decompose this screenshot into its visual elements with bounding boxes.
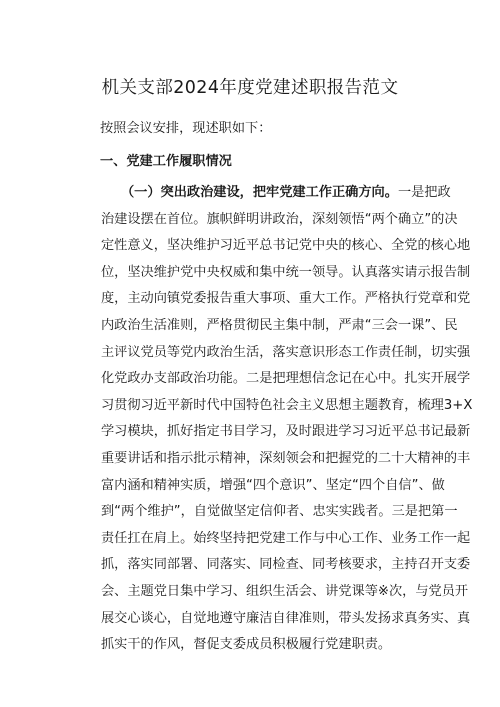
- paragraph-line: 责任扛在肩上。始终坚持把党建工作与中心工作、业务工作一起: [101, 530, 471, 546]
- section-heading: 一、党建工作履职情况: [100, 154, 232, 169]
- paragraph-line: 治建设摆在首位。旗帜鲜明讲政治，深刻领悟“两个确立”的决: [101, 211, 458, 227]
- body-paragraph: [101, 180, 473, 659]
- paragraph-line: 度，主动向镇党委报告重大事项、重大工作。严格执行党章和党: [101, 291, 471, 307]
- paragraph-line: 富内涵和精神实质，增强“四个意识”、坚定“四个自信”、做: [101, 477, 445, 493]
- document-title: 机关支部2024年度党建述职报告范文: [101, 78, 399, 98]
- paragraph-line: 抓实干的作风，督促支委成员积极履行党建职责。: [101, 637, 392, 653]
- paragraph-line: 定性意义，坚决维护习近平总书记党中央的核心、全党的核心地: [101, 238, 471, 254]
- paragraph-line: 化党政办支部政治功能。二是把理想信念记在心中。扎实开展学: [101, 371, 471, 387]
- paragraph-lead-heading: （一）突出政治建设，把牢党建工作正确方向。: [121, 185, 398, 200]
- paragraph-line: 会、主题党日集中学习、组织生活会、讲党课等※次，与党员开: [101, 583, 469, 599]
- greeting-text: 按照会议安排，现述职如下：: [100, 121, 272, 136]
- paragraph-line: 展交心谈心，自觉地遵守廉洁自律准则，带头发扬求真务实、真: [101, 610, 471, 626]
- paragraph-line-text: 一是把政: [397, 185, 451, 200]
- paragraph-line: 习贯彻习近平新时代中国特色社会主义思想主题教育，梳理3+X: [101, 397, 473, 413]
- paragraph-line: 重要讲话和指示批示精神，深刻领会和把握党的二十大精神的丰: [101, 450, 471, 466]
- paragraph-line: 内政治生活准则，严格贯彻民主集中制，严肃“三会一课”、民: [101, 317, 458, 333]
- paragraph-line: [101, 180, 451, 207]
- paragraph-line: 主评议党员等党内政治生活，落实意识形态工作责任制，切实强: [101, 344, 471, 360]
- paragraph-line: 到“两个维护”，自觉做坚定信仰者、忠实实践者。三是把第一: [101, 504, 458, 520]
- paragraph-line: 抓，落实同部署、同落实、同检查、同考核要求，主持召开支委: [101, 557, 471, 573]
- paragraph-line: 位，坚决维护党中央权威和集中统一领导。认真落实请示报告制: [101, 264, 471, 280]
- paragraph-line: 学习模块，抓好指定书目学习，及时跟进学习习近平总书记最新: [101, 424, 471, 440]
